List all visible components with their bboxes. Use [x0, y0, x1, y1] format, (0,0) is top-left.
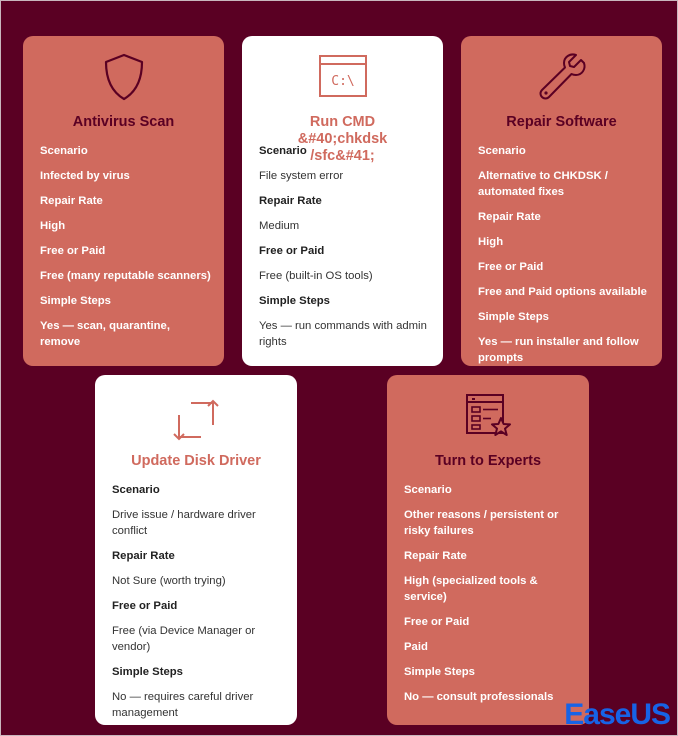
- card-title: Run CMD &#40;chkdsk /sfc&#41;: [297, 114, 388, 164]
- simple-steps-label: Simple Steps: [40, 295, 111, 307]
- scenario-value: Drive issue / hardware driver conflict: [112, 509, 256, 537]
- card-title: Repair Software: [506, 114, 617, 130]
- free-paid-label: Free or Paid: [478, 261, 544, 273]
- free-paid-label: Free or Paid: [40, 245, 106, 257]
- repair-rate-value: Not Sure (worth trying): [112, 575, 226, 587]
- repair-rate-label: Repair Rate: [40, 195, 103, 207]
- card-title: Antivirus Scan: [72, 114, 175, 130]
- wrench-icon: [537, 52, 587, 102]
- terminal-window-icon: [318, 54, 368, 98]
- free-paid-value: Free and Paid options available: [478, 286, 647, 298]
- scenario-value: File system error: [259, 170, 344, 182]
- repair-rate-value: Medium: [259, 220, 300, 232]
- refresh-arrows-icon: [171, 397, 221, 443]
- simple-steps-value: Yes — run installer and follow prompts: [478, 336, 639, 364]
- scenario-label: Scenario: [404, 484, 452, 496]
- scenario-label: Scenario: [112, 484, 160, 496]
- scenario-value: Alternative to CHKDSK / automated fixes: [478, 170, 608, 198]
- simple-steps-value: Yes — run commands with admin rights: [259, 320, 427, 348]
- checklist-star-icon: [463, 391, 513, 441]
- repair-rate-value: High: [478, 236, 504, 248]
- scenario-value: Other reasons / persistent or risky failures: [404, 509, 559, 537]
- repair-rate-label: Repair Rate: [259, 195, 322, 207]
- repair-rate-label: Repair Rate: [404, 550, 467, 562]
- free-paid-value: Free (built-in OS tools): [259, 270, 373, 282]
- card-antivirus-scan: [23, 36, 224, 366]
- card-title: Turn to Experts: [434, 453, 542, 469]
- free-paid-label: Free or Paid: [112, 600, 178, 612]
- repair-rate-value: High: [40, 220, 66, 232]
- simple-steps-label: Simple Steps: [259, 295, 330, 307]
- scenario-label: Scenario: [478, 145, 526, 157]
- free-paid-value: Paid: [404, 641, 428, 653]
- card-repair-software: [461, 36, 662, 366]
- card-turn-to-experts: [387, 375, 589, 725]
- free-paid-value: Free (via Device Manager or vendor): [112, 625, 256, 653]
- simple-steps-value: No — requires careful driver management: [112, 691, 254, 719]
- free-paid-label: Free or Paid: [404, 616, 470, 628]
- simple-steps-label: Simple Steps: [112, 666, 183, 678]
- card-run-cmd: [242, 36, 443, 366]
- scenario-value: Infected by virus: [40, 170, 130, 182]
- simple-steps-value: Yes — scan, quarantine, remove: [40, 320, 170, 348]
- repair-rate-value: High (specialized tools & service): [404, 575, 538, 603]
- terminal-prompt-text: C:\: [330, 74, 355, 89]
- shield-icon: [102, 52, 146, 102]
- simple-steps-label: Simple Steps: [478, 311, 549, 323]
- scenario-label: Scenario: [40, 145, 88, 157]
- card-update-disk-driver: [95, 375, 297, 725]
- repair-rate-label: Repair Rate: [112, 550, 175, 562]
- easeus-logo: EaseUS: [564, 698, 670, 731]
- free-paid-value: Free (many reputable scanners): [40, 270, 211, 282]
- repair-rate-label: Repair Rate: [478, 211, 541, 223]
- card-title: Update Disk Driver: [131, 453, 261, 469]
- simple-steps-label: Simple Steps: [404, 666, 475, 678]
- scenario-label: Scenario: [259, 145, 307, 157]
- simple-steps-value: No — consult professionals: [404, 691, 554, 703]
- free-paid-label: Free or Paid: [259, 245, 325, 257]
